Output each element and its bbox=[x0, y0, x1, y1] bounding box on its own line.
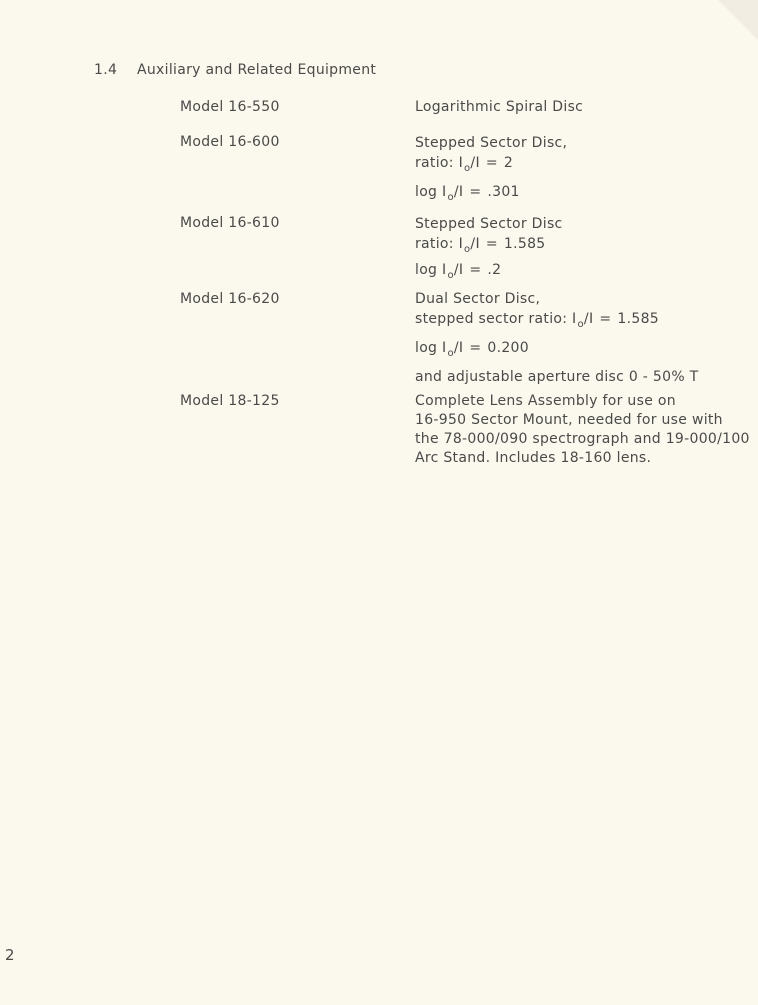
model-label: Model 18-125 bbox=[180, 393, 280, 409]
page-corner-shadow bbox=[718, 0, 758, 40]
formula-subscript: o bbox=[447, 192, 454, 203]
formula-slash: / bbox=[470, 155, 476, 171]
formula-i: I bbox=[588, 311, 594, 327]
ratio-value: 2 bbox=[503, 155, 514, 171]
ratio-value: 1.585 bbox=[617, 311, 659, 327]
description-line: Stepped Sector Disc, bbox=[415, 135, 568, 151]
log-line bbox=[415, 338, 699, 364]
ratio-prefix: ratio: bbox=[415, 236, 454, 252]
formula-slash: / bbox=[453, 184, 459, 200]
model-label: Model 16-620 bbox=[180, 291, 280, 307]
log-value: 0.200 bbox=[487, 340, 529, 356]
ratio-line bbox=[415, 153, 567, 179]
formula-equals: = bbox=[485, 155, 498, 171]
item-description bbox=[415, 214, 563, 286]
formula-slash: / bbox=[583, 311, 589, 327]
log-prefix: log bbox=[415, 184, 438, 200]
ratio-prefix: ratio: bbox=[415, 155, 454, 171]
log-line bbox=[415, 182, 567, 208]
formula-equals: = bbox=[469, 262, 482, 278]
formula-i: I bbox=[458, 340, 464, 356]
description-line: the 78-000/090 spectrograph and 19-000/100 bbox=[415, 431, 750, 447]
description-line: Complete Lens Assembly for use on bbox=[415, 393, 676, 409]
description-line: and adjustable aperture disc 0 - 50% T bbox=[415, 369, 699, 385]
section-title: Auxiliary and Related Equipment bbox=[137, 62, 377, 78]
formula-subscript: o bbox=[447, 348, 454, 359]
model-label: Model 16-610 bbox=[180, 215, 280, 231]
formula-subscript: o bbox=[464, 163, 471, 174]
formula-i: I bbox=[458, 184, 464, 200]
item-description bbox=[415, 97, 583, 117]
model-label: Model 16-600 bbox=[180, 134, 280, 150]
formula-i: I bbox=[458, 262, 464, 278]
model-label: Model 16-550 bbox=[180, 99, 280, 115]
formula-i: I bbox=[442, 262, 447, 278]
log-prefix: log bbox=[415, 340, 438, 356]
item-description bbox=[415, 392, 750, 468]
description-line: 16-950 Sector Mount, needed for use with bbox=[415, 412, 723, 428]
formula-i: I bbox=[475, 236, 480, 252]
formula-i: I bbox=[458, 155, 463, 171]
formula-subscript: o bbox=[447, 270, 454, 281]
item-description bbox=[415, 133, 567, 208]
formula-i: I bbox=[442, 184, 447, 200]
log-prefix: log bbox=[415, 262, 438, 278]
description-line: Stepped Sector Disc bbox=[415, 216, 563, 232]
log-value: .2 bbox=[487, 262, 502, 278]
description-line: Dual Sector Disc, bbox=[415, 291, 541, 307]
formula-i: I bbox=[442, 340, 447, 356]
formula-subscript: o bbox=[464, 244, 471, 255]
formula-equals: = bbox=[469, 184, 482, 200]
page-number: 2 bbox=[5, 946, 15, 964]
formula-subscript: o bbox=[577, 319, 584, 330]
formula-slash: / bbox=[453, 262, 459, 278]
ratio-value: 1.585 bbox=[503, 236, 546, 252]
item-description bbox=[415, 289, 699, 387]
section-number: 1.4 bbox=[94, 62, 118, 78]
formula-i: I bbox=[572, 311, 577, 327]
formula-i: I bbox=[475, 155, 480, 171]
ratio-line bbox=[415, 309, 699, 335]
description-line: Logarithmic Spiral Disc bbox=[415, 99, 584, 115]
log-line bbox=[415, 260, 563, 286]
formula-slash: / bbox=[470, 236, 476, 252]
formula-equals: = bbox=[599, 311, 612, 327]
ratio-line bbox=[415, 234, 563, 260]
formula-i: I bbox=[458, 236, 463, 252]
formula-equals: = bbox=[485, 236, 498, 252]
description-line: Arc Stand. Includes 18-160 lens. bbox=[415, 450, 652, 466]
log-value: .301 bbox=[487, 184, 520, 200]
formula-equals: = bbox=[469, 340, 482, 356]
section-heading bbox=[94, 62, 376, 78]
ratio-prefix: stepped sector ratio: bbox=[415, 311, 568, 327]
formula-slash: / bbox=[453, 340, 459, 356]
